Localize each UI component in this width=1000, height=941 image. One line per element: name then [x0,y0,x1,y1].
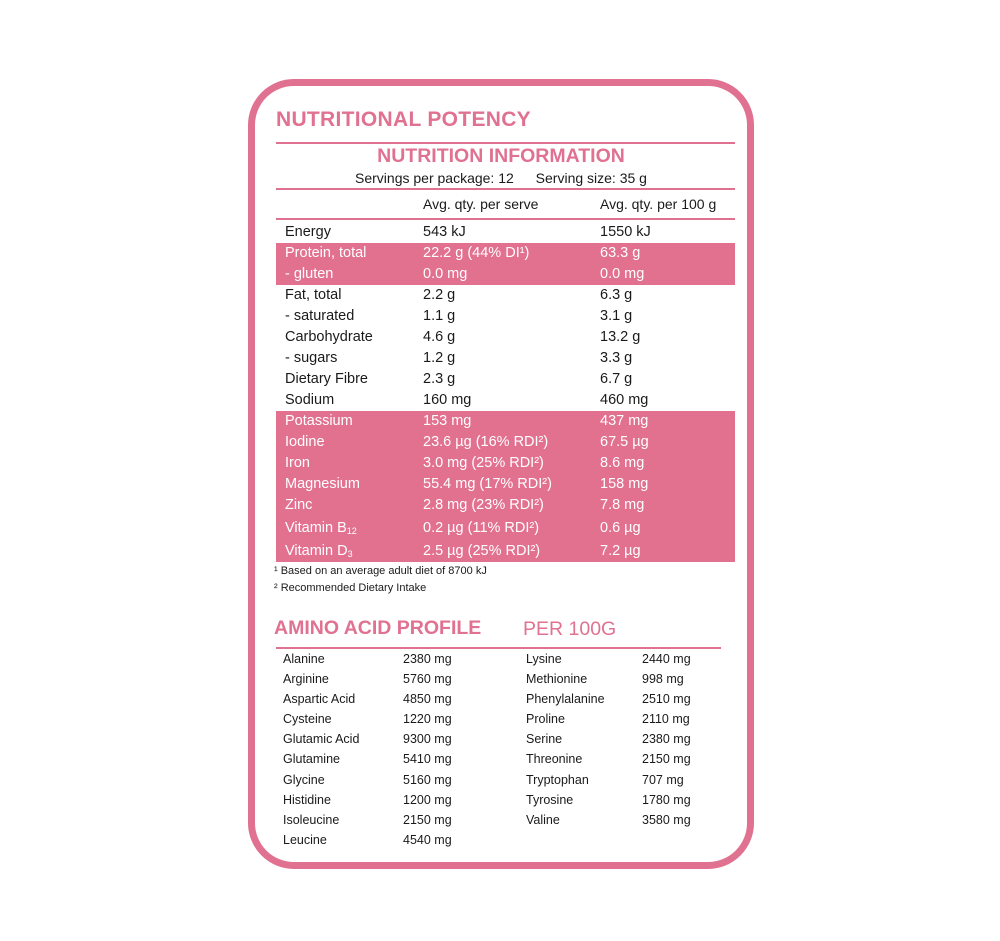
list-item [283,773,503,793]
value-per-100g: 13.2 g [600,329,641,345]
serving-size: Serving size: 35 g [535,170,647,186]
amino-value: 5760 mg [403,672,452,687]
value-per-100g: 158 mg [600,476,649,492]
nutrient-name: Magnesium [285,476,360,492]
column-header-100g: Avg. qty. per 100 g [600,196,717,212]
nutrient-name: Energy [285,224,331,240]
page-title: NUTRITIONAL POTENCY [276,108,531,131]
value-per-100g: 3.3 g [600,350,633,366]
amino-list-left [283,652,503,853]
amino-name: Proline [526,712,565,727]
servings-per-package: Servings per package: 12 [355,170,514,186]
nutrient-name: Potassium [285,413,353,429]
nutrient-name: Zinc [285,497,313,513]
amino-value: 9300 mg [403,732,452,747]
amino-value: 2110 mg [642,712,690,727]
table-row [276,516,735,539]
nutrient-name: Vitamin $D_3$ [285,543,353,559]
table-row [276,539,735,562]
amino-value: 707 mg [642,772,684,787]
list-item [283,692,503,712]
list-item [283,652,503,672]
value-per-100g: 6.3 g [600,287,633,303]
amino-name: Threonine [526,752,583,767]
value-per-100g: 0.0 mg [600,266,645,282]
amino-name: Arginine [283,672,329,687]
amino-name: Serine [526,732,563,747]
amino-name: Methionine [526,672,588,687]
list-item [526,752,736,772]
table-row [276,327,735,348]
value-per-100g: 460 mg [600,392,649,408]
nutrient-name: - saturated [285,308,355,324]
value-per-serve: 1.2 g [423,350,456,366]
serving-info [255,170,747,186]
nutrient-name: Iron [285,455,310,471]
amino-heading: AMINO ACID PROFILE [274,617,482,639]
table-row [276,264,735,285]
amino-value: 4850 mg [403,692,452,707]
amino-name: Glycine [283,772,325,787]
amino-name: Aspartic Acid [283,692,356,707]
amino-value: 1220 mg [403,712,452,727]
table-row [276,222,735,243]
value-per-serve: 3.0 mg (25% RDI²) [423,455,544,471]
table-row [276,390,735,411]
amino-value: 2150 mg [403,812,452,827]
list-item [526,732,736,752]
value-per-100g: 8.6 mg [600,455,645,471]
value-per-serve: 0.2 µg (11% RDI²) [423,520,540,536]
nutrient-name: Carbohydrate [285,329,373,345]
table-row [276,474,735,495]
amino-name: Tryptophan [526,772,589,787]
value-per-100g: 0.6 µg [600,520,641,536]
value-per-100g: 1550 kJ [600,224,651,240]
value-per-serve: 55.4 mg (17% RDI²) [423,476,552,492]
amino-value: 2440 mg [642,652,691,666]
nutrient-name: Dietary Fibre [285,371,368,387]
value-per-100g: 7.8 mg [600,497,645,513]
value-per-serve: 4.6 g [423,329,456,345]
value-per-100g: 3.1 g [600,308,633,324]
divider [276,647,721,649]
table-row [276,243,735,264]
table-row [276,432,735,453]
nutrition-heading: NUTRITION INFORMATION [377,145,625,167]
amino-value: 5160 mg [403,772,452,787]
nutrition-label-card [248,79,754,869]
list-item [526,793,736,813]
list-item [526,712,736,732]
value-per-100g: 67.5 µg [600,434,649,450]
amino-value: 5410 mg [403,752,452,767]
amino-value: 2380 mg [642,732,691,747]
value-per-serve: 0.0 mg [423,266,468,282]
nutrient-name: Fat, total [285,287,342,303]
amino-name: Glutamic Acid [283,732,360,747]
list-item [526,672,736,692]
list-item [526,813,736,833]
amino-value: 1780 mg [642,792,691,807]
list-item [283,712,503,732]
list-item [283,793,503,813]
divider [276,142,735,144]
amino-value: 2380 mg [403,652,452,666]
amino-name: Glutamine [283,752,340,767]
value-per-100g: 63.3 g [600,245,641,261]
column-header-serve: Avg. qty. per serve [423,196,539,212]
list-item [283,833,503,853]
divider [276,188,735,190]
value-per-serve: 2.8 mg (23% RDI²) [423,497,544,513]
value-per-serve: 2.5 µg (25% RDI²) [423,543,541,559]
value-per-serve: 543 kJ [423,224,466,240]
amino-name: Valine [526,812,560,827]
nutrient-name: Vitamin $B_{12}$ [285,520,357,536]
table-row [276,453,735,474]
nutrition-table [276,222,735,562]
nutrient-name: Protein, total [285,245,367,261]
list-item [526,652,736,672]
table-row [276,411,735,432]
list-item [283,752,503,772]
amino-value: 2510 mg [642,692,691,707]
footnote-2: ² Recommended Dietary Intake [274,582,427,594]
amino-name: Isoleucine [283,812,340,827]
amino-value: 998 mg [642,672,684,687]
amino-name: Lysine [526,652,562,666]
amino-name: Leucine [283,832,327,847]
amino-list-right [526,652,736,833]
table-row [276,306,735,327]
list-item [283,813,503,833]
value-per-serve: 160 mg [423,392,472,408]
value-per-serve: 22.2 g (44% DI¹) [423,245,530,261]
value-per-serve: 23.6 µg (16% RDI²) [423,434,549,450]
amino-name: Cysteine [283,712,332,727]
amino-name: Tyrosine [526,792,574,807]
list-item [526,692,736,712]
value-per-100g: 6.7 g [600,371,633,387]
list-item [283,732,503,752]
table-row [276,285,735,306]
value-per-serve: 2.3 g [423,371,456,387]
value-per-100g: 7.2 µg [600,543,641,559]
nutrient-name: - sugars [285,350,338,366]
amino-value: 2150 mg [642,752,691,767]
amino-name: Phenylalanine [526,692,605,707]
amino-value: 3580 mg [642,812,691,827]
amino-name: Histidine [283,792,331,807]
value-per-serve: 153 mg [423,413,472,429]
value-per-serve: 2.2 g [423,287,456,303]
nutrient-name: Sodium [285,392,335,408]
footnote-1: ¹ Based on an average adult diet of 8700 kJ [274,565,487,577]
table-row [276,495,735,516]
amino-value: 1200 mg [403,792,452,807]
nutrient-name: Iodine [285,434,325,450]
list-item [526,773,736,793]
table-row [276,369,735,390]
amino-name: Alanine [283,652,325,666]
value-per-serve: 1.1 g [423,308,456,324]
table-row [276,348,735,369]
amino-per-label: PER 100G [523,618,617,640]
divider [276,218,735,220]
amino-value: 4540 mg [403,832,452,847]
value-per-100g: 437 mg [600,413,649,429]
nutrient-name: - gluten [285,266,334,282]
list-item [283,672,503,692]
